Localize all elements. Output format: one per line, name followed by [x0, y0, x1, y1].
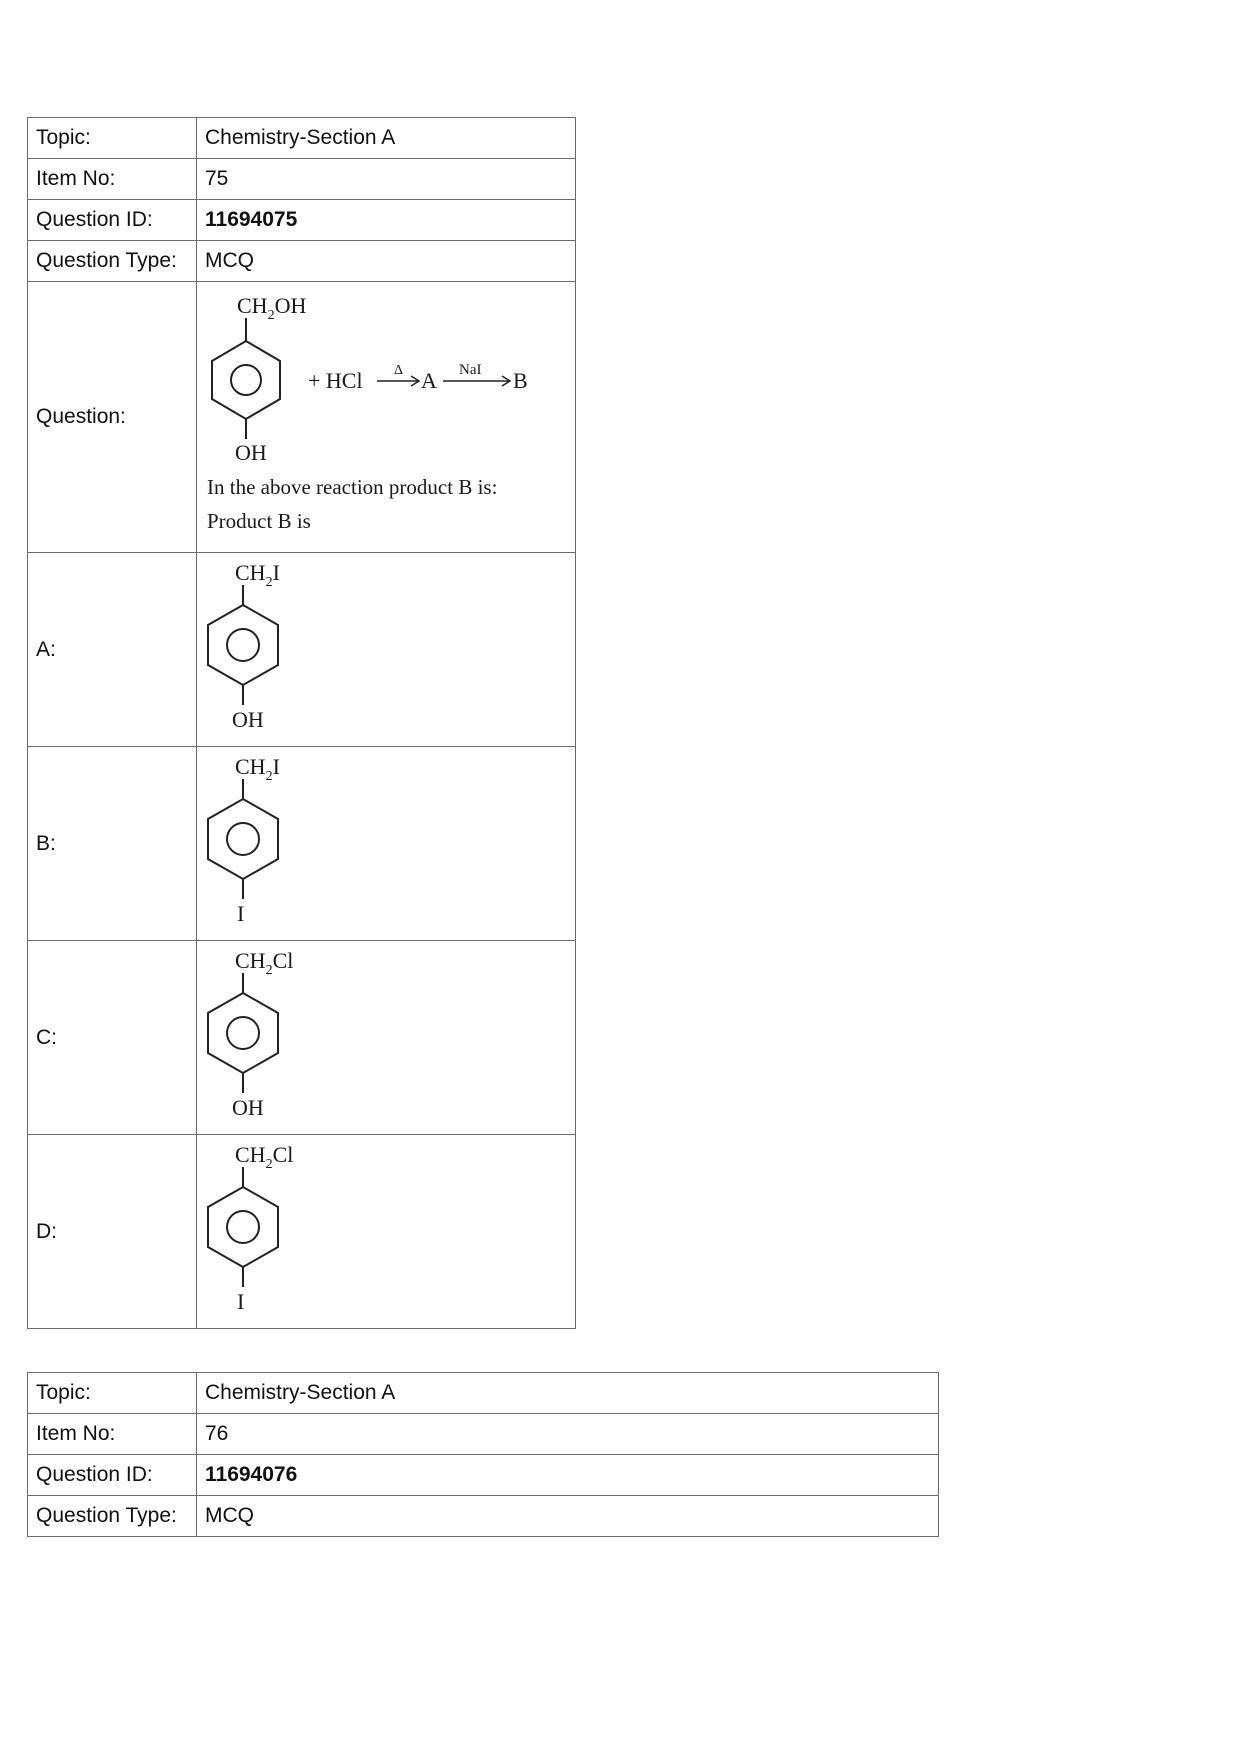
option-d-label: D:	[28, 1135, 197, 1329]
reactant-bottom-group: OH	[235, 440, 267, 465]
option-d-bottom-group: I	[237, 1289, 245, 1314]
topic-value: Chemistry-Section A	[197, 1373, 939, 1414]
option-c-structure	[197, 941, 576, 1134]
reagent: + HCl	[308, 368, 363, 393]
benzene-ring-icon	[212, 341, 280, 419]
question-label: Question:	[28, 282, 197, 553]
question-type-value: MCQ	[197, 241, 576, 282]
option-b-label: B:	[28, 747, 197, 941]
option-b-structure	[197, 747, 576, 940]
option-a-bottom-group: OH	[232, 707, 264, 732]
option-b-top-group: $CH_2I$	[235, 754, 280, 784]
option-a-content	[197, 553, 576, 747]
reactant-top-group: $CH_2OH$	[237, 293, 307, 323]
question-table-75	[27, 117, 576, 1329]
item-no-value: 75	[197, 159, 576, 200]
option-b-content	[197, 747, 576, 941]
topic-value: Chemistry-Section A	[197, 118, 576, 159]
arrow-2-label: NaI	[459, 362, 482, 378]
arrow-1-label: Δ	[394, 363, 404, 378]
option-a-top-group: $CH_2I$	[235, 560, 280, 590]
question-content	[197, 282, 576, 553]
option-c-top-group: $CH_2Cl$	[235, 948, 294, 978]
item-no-value: 76	[197, 1414, 939, 1455]
question-id-value: 11694076	[197, 1455, 939, 1496]
option-a-label: A:	[28, 553, 197, 747]
question-id-label: Question ID:	[28, 1455, 197, 1496]
option-d-structure	[197, 1135, 576, 1328]
question-table-76	[27, 1372, 939, 1537]
question-id-label: Question ID:	[28, 200, 197, 241]
question-text-2: Product B is	[207, 509, 311, 533]
question-type-label: Question Type:	[28, 241, 197, 282]
question-id-value: 11694075	[197, 200, 576, 241]
benzene-ring-icon	[208, 1187, 278, 1267]
question-text: In the above reaction product B is:	[207, 475, 498, 499]
item-no-label: Item No:	[28, 159, 197, 200]
benzene-ring-icon	[208, 799, 278, 879]
question-type-value: MCQ	[197, 1496, 939, 1537]
product-b: B	[513, 368, 528, 393]
benzene-ring-icon	[208, 605, 278, 685]
option-d-top-group: $CH_2Cl$	[235, 1142, 294, 1172]
item-no-label: Item No:	[28, 1414, 197, 1455]
question-type-label: Question Type:	[28, 1496, 197, 1537]
aromatic-circle-icon	[227, 1017, 259, 1049]
topic-label: Topic:	[28, 118, 197, 159]
option-c-label: C:	[28, 941, 197, 1135]
aromatic-circle-icon	[227, 823, 259, 855]
aromatic-circle-icon	[227, 1211, 259, 1243]
aromatic-circle-icon	[227, 629, 259, 661]
intermediate-a: A	[421, 368, 437, 393]
option-a-structure	[197, 553, 576, 746]
aromatic-circle-icon	[231, 365, 261, 395]
benzene-ring-icon	[208, 993, 278, 1073]
option-b-bottom-group: I	[237, 901, 245, 926]
option-c-content	[197, 941, 576, 1135]
option-c-bottom-group: OH	[232, 1095, 264, 1120]
topic-label: Topic:	[28, 1373, 197, 1414]
option-d-content	[197, 1135, 576, 1329]
